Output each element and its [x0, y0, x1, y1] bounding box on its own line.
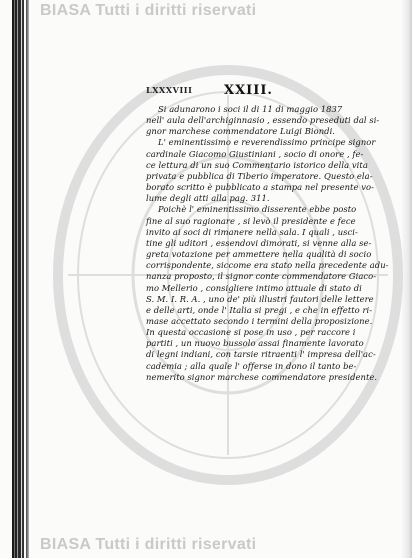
- watermark-top: BIASA Tutti i diritti riservati: [40, 2, 257, 19]
- watermark-bottom: BIASA Tutti i diritti riservati: [40, 536, 257, 553]
- text-line: nanza proposto, il signor conte commendatore Giaco-: [146, 271, 377, 282]
- text-line: L' eminentissimo e reverendissimo principe signor: [158, 137, 376, 148]
- text-line: mo Mellerio , consigliere intimo attuale di stato di: [146, 282, 362, 293]
- text-line: partiti , un nuovo bussolo assai finamente lavorato: [146, 338, 364, 349]
- text-line: privata e pubblica di Tiberio imperatore. Questo ela-: [146, 170, 373, 181]
- section-number: XXIII.: [224, 83, 273, 98]
- text-line: S. M. I. R. A. , uno de' più illustri fautori delle lettere: [146, 293, 374, 304]
- book-gutter: [12, 0, 24, 558]
- text-line: mase accettato secondo i termini della proposizione.: [146, 315, 373, 326]
- text-line: In questa occasione si pose in uso , per raccore i: [146, 327, 356, 338]
- text-line: fine al suo ragionare , si levò il presidente e fece: [146, 215, 356, 226]
- text-line: borato scritto è pubblicato a stampa nel presente vo-: [146, 182, 374, 193]
- text-line: di legni indiani, con tarsie ritraenti l' impresa dell'ac-: [146, 349, 376, 360]
- text-line: corrispondente, siccome era stato nella precedente adu-: [146, 260, 389, 271]
- text-line: ce lettura di un suo Commentario istorico della vita: [146, 159, 368, 170]
- text-line: cardinale Giacomo Giustiniani , socio di onore , fe-: [146, 148, 364, 159]
- text-line: gnor marchese commendatore Luigi Biondi.: [146, 126, 336, 137]
- text-line: nemerito signor marchese commendatore presidente.: [146, 371, 378, 382]
- text-line: Poichè l' eminentissimo disserente ebbe posto: [158, 204, 357, 215]
- page-number: LXXXVIII: [146, 85, 193, 95]
- text-line: lume degli atti alla pag. 311.: [146, 193, 270, 204]
- text-line: e delle arti, onde l' Italia si pregi , e che in effetto ri-: [146, 304, 373, 315]
- text-line: cademia ; alla quale l' offerse in dono il tanto be-: [146, 360, 357, 371]
- body-text: [146, 104, 389, 383]
- text-line: nell' aula dell'archiginnasio , essendo preseduti dal si-: [146, 115, 380, 126]
- text-line: tine gli uditori , essendovi dimorati, si venne alla se-: [146, 237, 372, 248]
- text-line: greta votazione per ammettere nella qualità di socio: [146, 249, 372, 260]
- text-line: Si adunarono i soci il di 11 di maggio 1837: [158, 104, 343, 114]
- text-line: invito ai soci di rimanere nella sala. I quali , usci-: [146, 226, 358, 237]
